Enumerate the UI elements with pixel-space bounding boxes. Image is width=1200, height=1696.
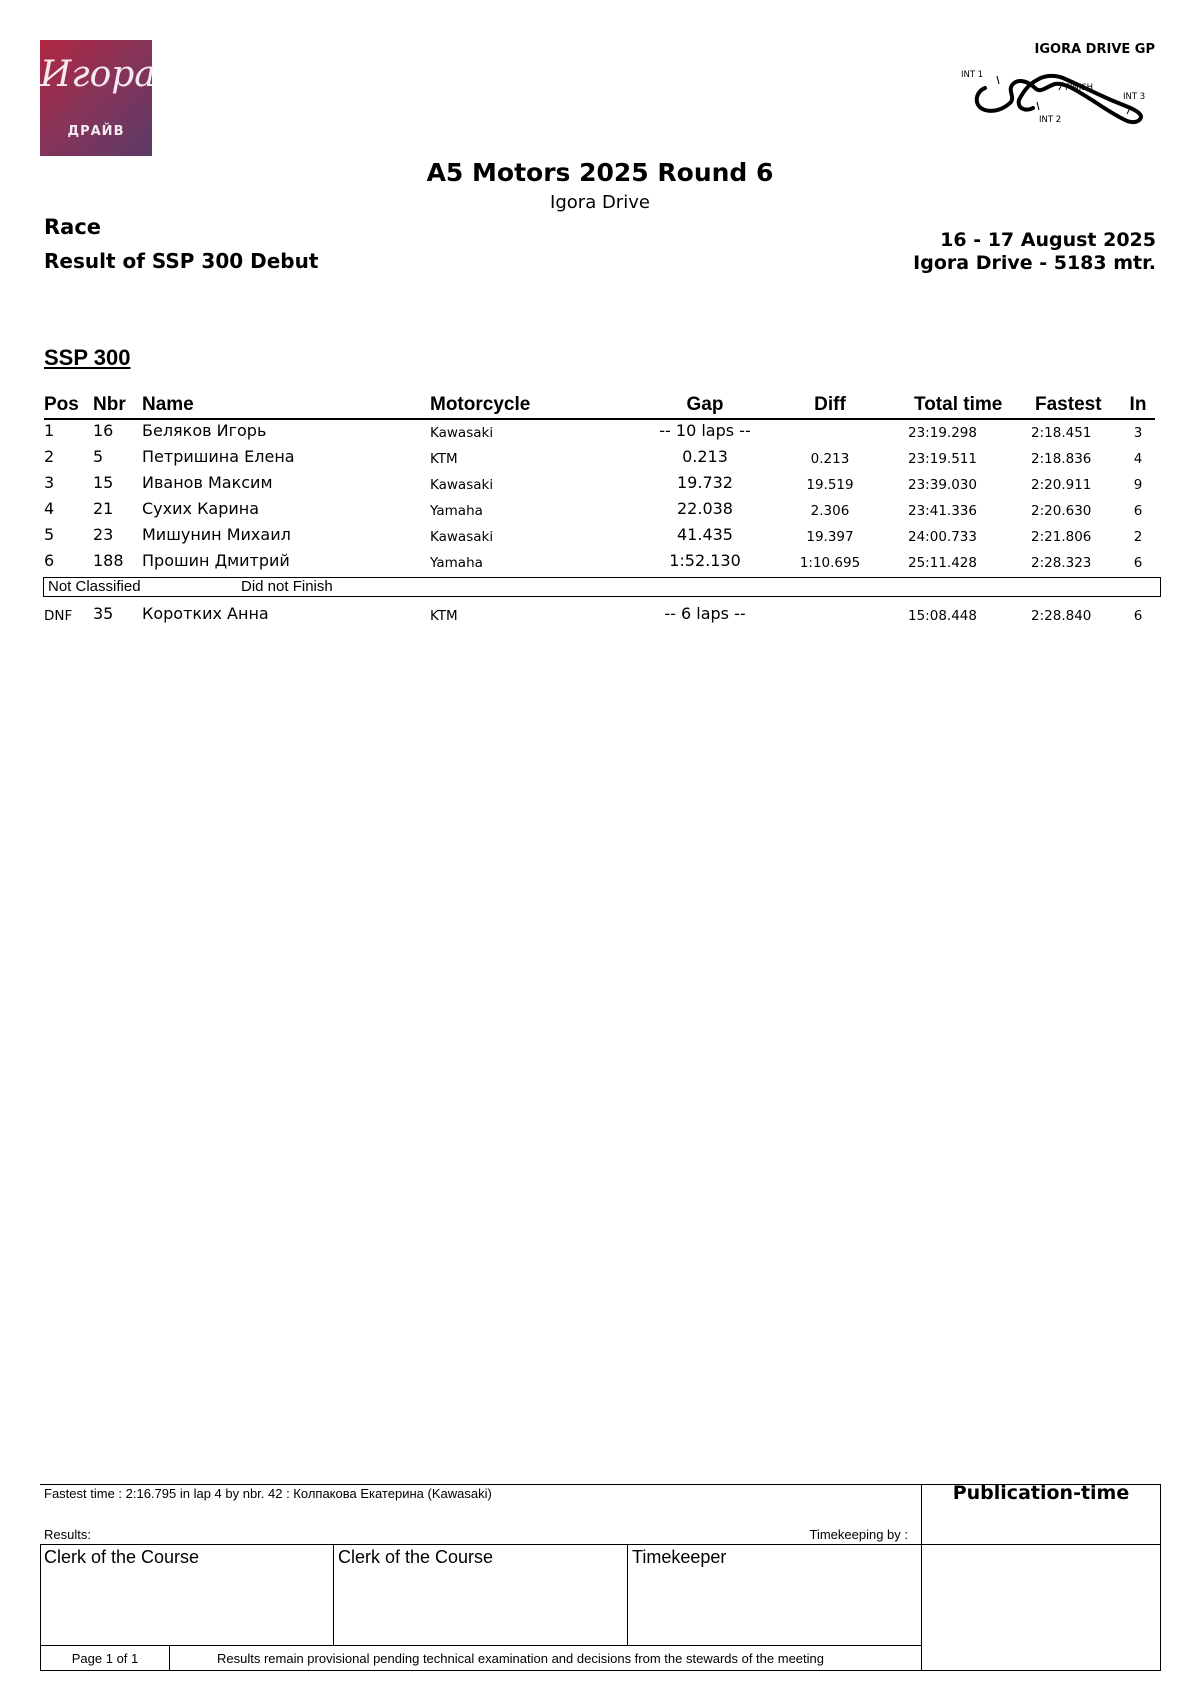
cell-diff: 0.213 <box>810 451 850 467</box>
event-dates: 16 - 17 August 2025 <box>940 229 1156 251</box>
signature-divider-2 <box>627 1544 628 1646</box>
header-fastest: Fastest <box>1035 394 1102 415</box>
table-row <box>0 525 1200 551</box>
cell-nbr: 35 <box>93 604 114 623</box>
cell-gap: 1:52.130 <box>669 551 741 570</box>
cell-gap: 22.038 <box>677 499 733 518</box>
cell-in: 3 <box>1133 425 1143 441</box>
table-row <box>0 604 1200 630</box>
cell-total-time: 23:19.511 <box>908 451 977 467</box>
class-title: SSP 300 <box>44 345 131 370</box>
not-classified-bar <box>43 577 1161 597</box>
cell-pos: 2 <box>44 447 55 466</box>
cell-fastest: 2:20.630 <box>1031 503 1092 519</box>
cell-name: Прошин Дмитрий <box>142 551 290 570</box>
cell-nbr: 5 <box>93 447 104 466</box>
cell-motorcycle: KTM <box>430 608 458 624</box>
logo-text: ДРАЙВ <box>67 124 125 139</box>
venue-length: Igora Drive - 5183 mtr. <box>913 252 1156 274</box>
cell-nbr: 21 <box>93 499 114 518</box>
cell-nbr: 16 <box>93 421 114 440</box>
signature-clerk-2: Clerk of the Course <box>338 1547 494 1567</box>
cell-fastest: 2:20.911 <box>1031 477 1092 493</box>
signature-divider-3 <box>921 1544 922 1671</box>
header-diff: Diff <box>814 394 846 415</box>
header-in: In <box>1129 394 1147 415</box>
track-map <box>955 66 1155 134</box>
cell-name: Мишунин Михаил <box>142 525 291 544</box>
cell-motorcycle: Yamaha <box>430 503 483 519</box>
cell-gap: -- 10 laps -- <box>659 421 751 440</box>
cell-total-time: 25:11.428 <box>908 555 977 571</box>
cell-total-time: 23:39.030 <box>908 477 977 493</box>
table-row <box>0 447 1200 473</box>
header-nbr: Nbr <box>93 394 126 415</box>
session-subtitle: Result of SSP 300 Debut <box>44 249 319 273</box>
cell-in: 2 <box>1133 529 1143 545</box>
cell-nbr: 15 <box>93 473 114 492</box>
logo-script: Игора <box>40 54 156 95</box>
cell-gap: 19.732 <box>677 473 733 492</box>
signature-divider-1 <box>333 1544 334 1646</box>
event-title: A5 Motors 2025 Round 6 <box>426 158 774 187</box>
cell-diff: 19.397 <box>806 529 854 545</box>
cell-gap: 0.213 <box>682 447 728 466</box>
cell-motorcycle: Kawasaki <box>430 529 494 545</box>
cell-pos: 5 <box>44 525 55 544</box>
cell-gap: -- 6 laps -- <box>664 604 746 623</box>
cell-nbr: 23 <box>93 525 114 544</box>
cell-fastest: 2:18.451 <box>1031 425 1092 441</box>
cell-name: Коротких Анна <box>142 604 269 623</box>
cell-pos: 1 <box>44 421 55 440</box>
cell-pos: 3 <box>44 473 55 492</box>
provisional-disclaimer: Results remain provisional pending technical examination and decisions from the stewards of the meeting <box>217 1651 824 1666</box>
cell-in: 6 <box>1133 608 1143 624</box>
track-label-int3: INT 3 <box>1123 92 1146 102</box>
cell-fastest: 2:28.323 <box>1031 555 1092 571</box>
cell-fastest: 2:28.840 <box>1031 608 1092 624</box>
publication-time-label: Publication-time <box>952 1482 1130 1504</box>
cell-in: 9 <box>1133 477 1143 493</box>
cell-diff: 2.306 <box>810 503 850 519</box>
igora-drive-logo <box>40 40 156 156</box>
session-name: Race <box>44 215 102 239</box>
cell-pos: 4 <box>44 499 55 518</box>
cell-name: Иванов Максим <box>142 473 273 492</box>
signature-clerk-1: Clerk of the Course <box>44 1547 200 1567</box>
page-number: Page 1 of 1 <box>71 1651 139 1666</box>
cell-name: Сухих Карина <box>142 499 260 518</box>
table-row <box>0 473 1200 499</box>
cell-in: 6 <box>1133 503 1143 519</box>
cell-gap: 41.435 <box>677 525 733 544</box>
table-row <box>0 551 1200 577</box>
signature-bottom-rule <box>40 1645 922 1646</box>
cell-pos: DNF <box>44 608 73 624</box>
table-row <box>0 421 1200 447</box>
header-name: Name <box>142 394 194 415</box>
cell-diff: 1:10.695 <box>799 555 861 571</box>
cell-total-time: 15:08.448 <box>908 608 977 624</box>
cell-total-time: 23:41.336 <box>908 503 977 519</box>
fastest-time-note: Fastest time : 2:16.795 in lap 4 by nbr. 42 : Колпакова Екатерина (Kawasaki) <box>44 1486 492 1501</box>
not-classified-label: Not Classified <box>48 578 141 595</box>
header-divider <box>44 418 1155 420</box>
results-label: Results: <box>44 1527 91 1542</box>
table-row <box>0 499 1200 525</box>
track-label-int2: INT 2 <box>1039 115 1062 125</box>
cell-total-time: 23:19.298 <box>908 425 977 441</box>
event-venue: Igora Drive <box>550 192 650 213</box>
track-title: IGORA DRIVE GP <box>1034 42 1155 57</box>
cell-fastest: 2:21.806 <box>1031 529 1092 545</box>
header-motorcycle: Motorcycle <box>430 394 531 415</box>
cell-in: 4 <box>1133 451 1143 467</box>
timekeeping-label: Timekeeping by : <box>809 1527 908 1542</box>
header-gap: Gap <box>686 394 724 415</box>
header-pos: Pos <box>44 394 79 415</box>
cell-name: Петришина Елена <box>142 447 295 466</box>
header-total-time: Total time <box>914 394 1003 415</box>
cell-motorcycle: Kawasaki <box>430 477 494 493</box>
track-label-finish: FINISH <box>1065 83 1094 93</box>
cell-in: 6 <box>1133 555 1143 571</box>
track-label-int1: INT 1 <box>961 70 984 80</box>
cell-motorcycle: Yamaha <box>430 555 483 571</box>
cell-name: Беляков Игорь <box>142 421 267 440</box>
cell-total-time: 24:00.733 <box>908 529 977 545</box>
cell-motorcycle: Kawasaki <box>430 425 494 441</box>
cell-motorcycle: KTM <box>430 451 458 467</box>
cell-nbr: 188 <box>93 551 124 570</box>
cell-fastest: 2:18.836 <box>1031 451 1092 467</box>
signature-timekeeper: Timekeeper <box>632 1547 727 1567</box>
track-map-svg <box>955 66 1155 134</box>
cell-diff: 19.519 <box>806 477 854 493</box>
cell-pos: 6 <box>44 551 55 570</box>
not-classified-reason: Did not Finish <box>241 578 333 595</box>
